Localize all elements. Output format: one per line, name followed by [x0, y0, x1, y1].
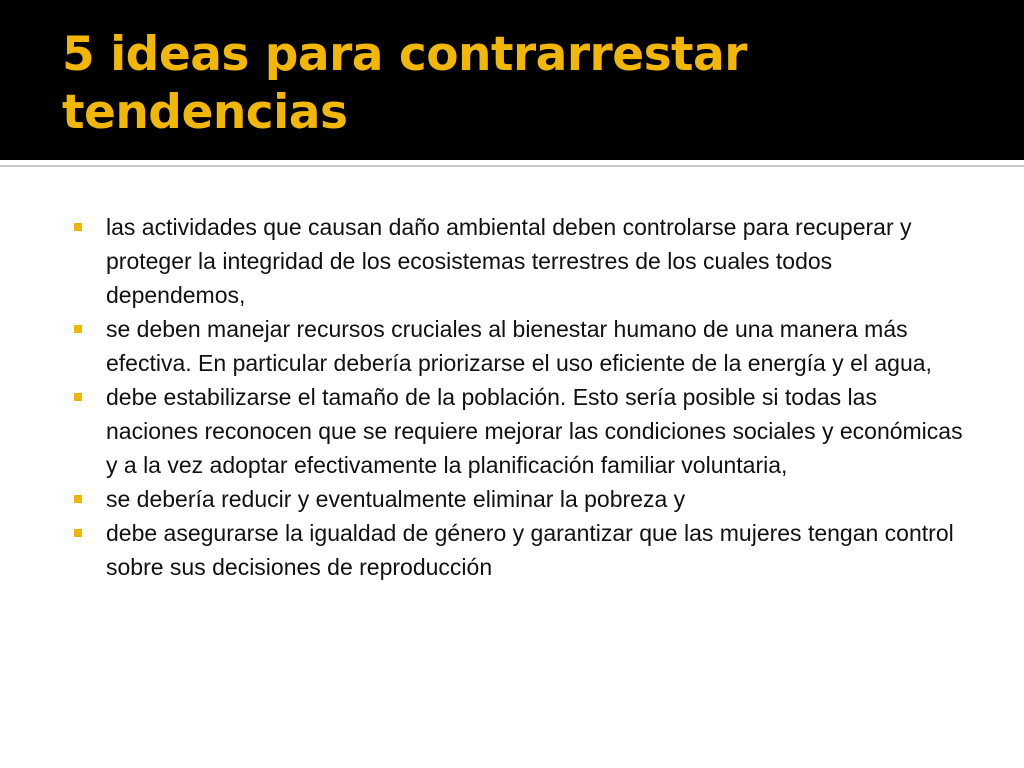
bullet-text: debe asegurarse la igualdad de género y garantizar que las mujeres tengan control sobre sus decisiones de reproducción	[106, 520, 954, 580]
bullet-text: se debería reducir y eventualmente eliminar la pobreza y	[106, 486, 686, 512]
bullet-item	[72, 380, 972, 482]
bullet-square-icon	[74, 529, 82, 537]
title-band	[0, 0, 1024, 160]
bullet-square-icon	[74, 393, 82, 401]
bullet-square-icon	[74, 223, 82, 231]
bullet-list	[72, 210, 972, 584]
bullet-text: se deben manejar recursos cruciales al bienestar humano de una manera más efectiva. En particular debería priorizarse el uso eficiente de la energía y el agua,	[106, 316, 932, 376]
bullet-item	[72, 516, 972, 584]
bullet-item	[72, 312, 972, 380]
bullet-square-icon	[74, 325, 82, 333]
bullet-item	[72, 482, 972, 516]
title-divider	[0, 165, 1024, 167]
bullet-item	[72, 210, 972, 312]
bullet-square-icon	[74, 495, 82, 503]
slide-title: 5 ideas para contrarrestar tendencias	[62, 27, 747, 140]
bullet-text: debe estabilizarse el tamaño de la población. Esto sería posible si todas las naciones reconocen que se requiere mejorar las condiciones sociales y económicas y a la vez adoptar efectivamente la planificación familiar voluntaria,	[106, 384, 963, 478]
bullet-text: las actividades que causan daño ambiental deben controlarse para recuperar y proteger la integridad de los ecosistemas terrestres de los cuales todos dependemos,	[106, 214, 912, 308]
